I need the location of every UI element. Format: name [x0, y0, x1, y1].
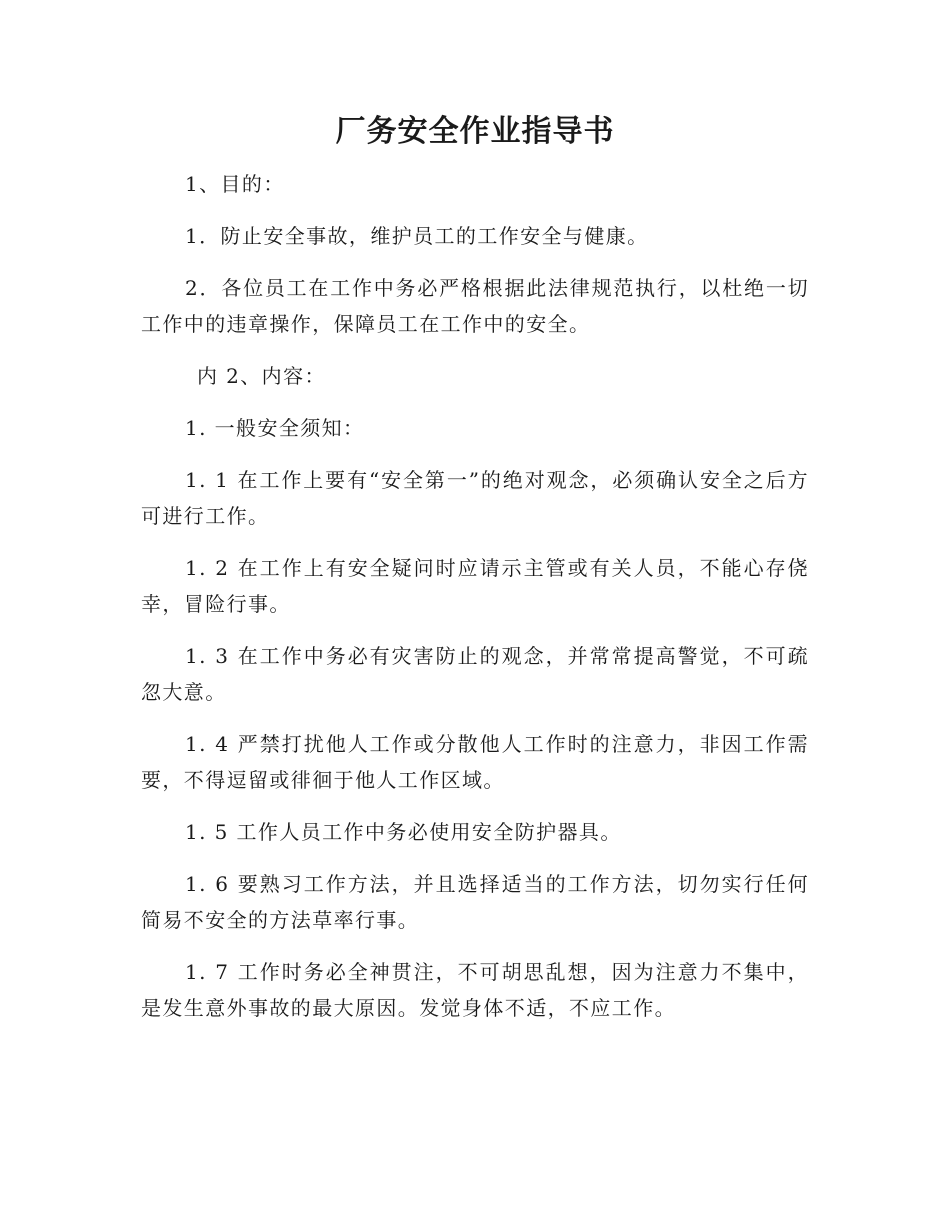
paragraph-rule-1-3: 1. 3 在工作中务必有灾害防止的观念，并常常提高警觉，不可疏忽大意。 — [141, 644, 809, 704]
paragraph-rule-1-7: 1. 7 工作时务必全神贯注，不可胡思乱想，因为注意力不集中，是发生意外事故的最大原因。发觉身体不适，不应工作。 — [141, 960, 809, 1020]
document-body — [141, 166, 809, 1026]
paragraph-rule-1-1: 1. 1 在工作上要有“安全第一”的绝对观念，必须确认安全之后方可进行工作。 — [141, 468, 809, 528]
document-title: 厂务安全作业指导书 — [335, 114, 615, 149]
paragraph-rule-1-5: 1. 5 工作人员工作中务必使用安全防护器具。 — [185, 820, 622, 844]
paragraph-purpose-2: 2．各位员工在工作中务必严格根据此法律规范执行，以杜绝一切工作中的违章操作，保障员工在工作中的安全。 — [141, 276, 809, 336]
paragraph-purpose-1: 1．防止安全事故，维护员工的工作安全与健康。 — [185, 224, 649, 248]
paragraph-rule-1-6: 1. 6 要熟习工作方法，并且选择适当的工作方法，切勿实行任何简易不安全的方法草率行事。 — [141, 872, 809, 932]
paragraph-rule-1-2: 1. 2 在工作上有安全疑问时应请示主管或有关人员，不能心存侥幸，冒险行事。 — [141, 556, 809, 616]
paragraph-purpose-heading: 1、目的： — [185, 172, 285, 196]
paragraph-rule-1-4: 1. 4 严禁打扰他人工作或分散他人工作时的注意力，非因工作需要，不得逗留或徘徊于他人工作区域。 — [141, 732, 809, 792]
paragraph-content-heading: 内 2、内容： — [197, 364, 326, 388]
paragraph-general-safety-heading: 1. 一般安全须知： — [185, 416, 365, 440]
